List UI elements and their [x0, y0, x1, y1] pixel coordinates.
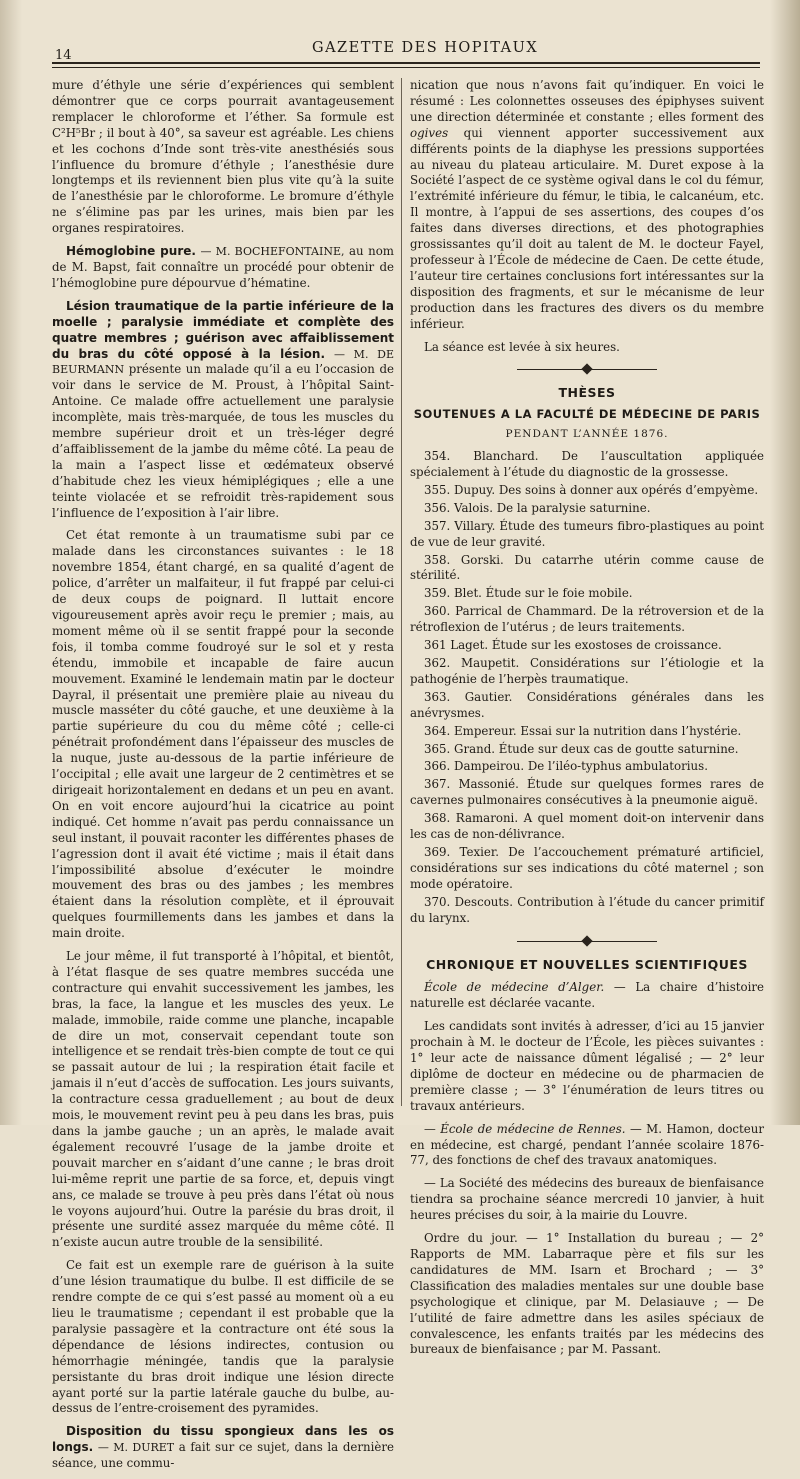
text: nication que nous n’avons fait qu’indiquer. En voici le résumé : Les colonnettes osseuses des épiphyses suivent une direction déterminée et constante ; elles forment des: [410, 78, 764, 124]
paragraph-body: présente un malade qu’il a eu l’occasion de voir dans le service de M. Proust, à l’hôpital Saint-Antoine. Ce malade offre actuellement une paralysie incomplète, mais très-marquée, de tous les muscles du membre supérieur droit et un très-léger degré d’affaiblissement de la jambe du même côté. La peau de la main a l’aspect lisse et œdémateux observé d’habitude chez les vieux hémiplégiques ; elle a une teinte violacée et se refroidit très-rapidement sous l’influence de l’exposition à l’air libre.: [52, 362, 394, 520]
author: — M. BOCHEFONTAINE,: [200, 245, 345, 259]
header-rule-thin: [52, 67, 760, 68]
thesis-entry: 361 Laget. Étude sur les exostoses de croissance.: [424, 638, 722, 653]
paragraph-body: a fait sur ce sujet, dans la dernière séance, une commu-: [52, 1440, 394, 1471]
paragraph: Cet état remonte à un traumatisme subi par ce malade dans les circonstances suivantes : le 18 novembre 1854, étant chargé, en sa qualité d’agent de police, d’arrêter un malfaiteur, il fut frappé par celui-ci de deux coups de poignard. Il luttait encore vigoureusement après avoir reçu le premier ; mais, au moment même où il se sentit frappé pour la seconde fois, il tomba comme foudroyé sur le sol et y resta étendu, immobile et incapable de faire aucun mouvement. Examiné le lendemain matin par le docteur Dayral, il présentait une première plaie au niveau du muscle masséter du côté gauche, et une deuxième à la partie supérieure du cou du même côté ; celle-ci pénétrait profondément dans l’épaisseur des muscles de la nuque, juste au-dessous de la partie inférieure de l’occipital ; elle avait une largeur de 2 centimètres et se dirigeait horizontalement en dedans et un peu en avant. On en voit encore aujourd’hui la cicatrice au point indiqué. Cet homme n’avait pas perdu connaissance un seul instant, il pouvait raconter les différentes phases de l’agression dont il avait été victime ; mais il était dans l’impossibilité absolue d’exécuter le moindre mouvement des bras ou des jambes ; les membres étaient dans la résolution complète, et il éprouvait quelques fourmillements dans les jambes et dans la main droite.: [52, 528, 394, 941]
paragraph: [410, 980, 764, 1012]
section-title: Disposition du tissu spongieux dans les os longs.: [52, 1424, 394, 1455]
paragraph: — La Société des médecins des bureaux de bienfaisance tiendra sa prochaine séance mercredi 10 janvier, à huit heures précises du soir, à la mairie du Louvre.: [410, 1176, 764, 1223]
text-italic: ogives: [410, 125, 449, 140]
thesis-entry: 368. Ramaroni. A quel moment doit-on intervenir dans les cas de non-délivrance.: [410, 811, 764, 842]
text-italic: École de médecine d’Alger.: [424, 980, 605, 995]
paragraph: Les candidats sont invités à adresser, d’ici au 15 janvier prochain à M. le docteur de l’École, les pièces suivantes : 1° leur acte de naissance dûment légalisé ; — 2° leur diplôme de docteur en médecine ou de pharmacien de première classe ; — 3° l’énumération de leurs titres ou travaux antérieurs.: [410, 1019, 764, 1113]
column-divider: [401, 78, 402, 1106]
paragraph: La séance est levée à six heures.: [424, 339, 620, 354]
section-lesion: [52, 299, 394, 522]
section-tissu-spongieux: [52, 1424, 394, 1472]
section-title: Lésion traumatique de la partie inférieure de la moelle ; paralysie immédiate et complète des quatre membres ; guérison avec affaiblissement du bras du côté opposé à la lésion.: [52, 298, 394, 361]
paragraph-body: au nom de M. Bapst, fait connaître un procédé pour obtenir de l’hémoglobine pure dépourvue d’hématine.: [52, 244, 394, 290]
thesis-entry: 359. Blet. Étude sur le foie mobile.: [424, 586, 633, 601]
thesis-entry: 355. Dupuy. Des soins à donner aux opérés d’empyème.: [424, 482, 759, 497]
separator-ornament: [517, 937, 657, 945]
text-italic: — École de médecine de Rennes.: [424, 1121, 626, 1136]
thesis-entry: 366. Dampeirou. De l’iléo-typhus ambulatorius.: [424, 759, 708, 774]
author: — M. DURET: [97, 1441, 175, 1455]
paragraph: [410, 78, 764, 333]
text: qui viennent apporter successivement aux différents points de la diaphyse les pressions supportées au niveau du plateau articulaire. M. Duret expose à la Société l’aspect de ce système ogival dans le col du fémur, l’extrémité inférieure du fémur, le tibia, le calcanéum, etc. Il montre, à l’appui de ses assertions, des coupes d’os faites dans diverses directions, et des photographies grossissantes qu’il doit au talent de M. le docteur Fayel, professeur à l’École de médecine de Caen. De cette étude, l’auteur tire certaines conclusions fort intéressantes sur la disposition des fragments, et sur le mécanisme de leur production dans les fractures des divers os du membre inférieur.: [410, 125, 764, 331]
paragraph: Ordre du jour. — 1° Installation du bureau ; — 2° Rapports de MM. Labarraque père et fils sur les candidatures de MM. Isarn et Brochard ; — 3° Classification des maladies mentales sur une double base psychologique et clinique, par M. Delasiauve ; — De l’utilité de faire admettre dans les asiles spéciaux de convalescence, les enfants traités par les médecins des bureaux de bienfaisance ; par M. Passant.: [410, 1231, 764, 1357]
thesis-entry: 360. Parrical de Chammard. De la rétroversion et de la rétroflexion de l’utérus ; de leurs traitements.: [410, 604, 764, 635]
separator-ornament: [517, 365, 657, 373]
paragraph: Ce fait est un exemple rare de guérison à la suite d’une lésion traumatique du bulbe. Il est difficile de se rendre compte de ce qui s’est passé au moment où a eu lieu le traumatisme ; cependant il est probable que la paralysie passagère et la contracture ont été sous la dépendance de lésions indirectes, contusion ou hémorrhagie méningée, tandis que la paralysie persistante du bras droit indique une lésion directe ayant porté sur la partie latérale gauche du bulbe, au-dessus de l’entre-croisement des pyramides.: [52, 1258, 394, 1416]
text: — La chaire d’histoire naturelle est déclarée vacante.: [410, 980, 764, 1011]
left-column: [52, 78, 394, 1479]
thesis-entry: 358. Gorski. Du catarrhe utérin comme cause de stérilité.: [410, 552, 764, 583]
paragraph: mure d’éthyle une série d’expériences qui semblent démontrer que ce corps pourrait avantageusement remplacer le chloroforme et l’éther. Sa formule est C²H⁵Br ; il bout à 40°, sa saveur est agréable. Les chiens et les cochons d’Inde sont très-vite anesthésiés sous l’influence du bromure d’éthyle ; l’anesthésie dure longtemps et ils reviennent bien plus vite qu’à la suite de l’anesthésie par le chloroforme. Le bromure d’éthyle ne s’élimine pas par les urines, mais bien par les organes respiratoires.: [52, 78, 394, 236]
theses-year: PENDANT L’ANNÉE 1876.: [505, 428, 669, 441]
page-header-title: GAZETTE DES HOPITAUX: [312, 40, 539, 56]
section-title: Hémoglobine pure.: [66, 244, 196, 259]
thesis-entry: 367. Massonié. Étude sur quelques formes rares de cavernes pulmonaires consécutives à la pneumonie aiguë.: [410, 777, 764, 808]
thesis-entry: 369. Texier. De l’accouchement prématuré artificiel, considérations sur ses indications du côté maternel ; son mode opératoire.: [410, 844, 764, 891]
theses-subheading: SOUTENUES A LA FACULTÉ DE MÉDECINE DE PARIS: [413, 407, 761, 422]
section-heading-chronique: CHRONIQUE ET NOUVELLES SCIENTIFIQUES: [426, 956, 748, 972]
text: — M. Hamon, docteur en médecine, est chargé, pendant l’année scolaire 1876-77, des fonctions de chef des travaux anatomiques.: [410, 1121, 764, 1168]
thesis-entry: 357. Villary. Étude des tumeurs fibro-plastiques au point de vue de leur gravité.: [410, 518, 764, 549]
page-number: 14: [55, 48, 72, 63]
thesis-entry: 354. Blanchard. De l’auscultation appliquée spécialement à l’étude du diagnostic de la grossesse.: [410, 449, 764, 480]
thesis-entry: 370. Descouts. Contribution à l’étude du cancer primitif du larynx.: [410, 894, 764, 925]
thesis-entry: 362. Maupetit. Considérations sur l’étiologie et la pathogénie de l’herpès traumatique.: [410, 656, 764, 686]
section-hemoglobine: [52, 244, 394, 292]
thesis-entry: 364. Empereur. Essai sur la nutrition dans l’hystérie.: [424, 723, 742, 738]
thesis-entry: 365. Grand. Étude sur deux cas de goutte saturnine.: [424, 741, 739, 756]
thesis-entry: 356. Valois. De la paralysie saturnine.: [424, 500, 651, 515]
header-rule: [52, 62, 760, 64]
paragraph: [410, 1122, 764, 1170]
paragraph: Le jour même, il fut transporté à l’hôpital, et bientôt, à l’état flasque de ses quatre membres succéda une contracture qui envahit successivement les jambes, les bras, la face, la langue et les muscles des yeux. Le malade, immobile, raide comme une planche, incapable de dire un mot, conservait cependant toute son intelligence et se rendait très-bien compte de tout ce qui se passait autour de lui ; la respiration était facile et jamais il n’eut d’accès de suffocation. Les jours suivants, la contracture cessa graduellement ; au bout de deux mois, le mouvement revint peu à peu dans les bras, puis dans la jambe gauche ; un an après, le malade avait également recouvré l’usage de la jambe droite et pouvait marcher en s’aidant d’une canne ; le bras droit lui-même reprit une partie de sa force, et, depuis vingt ans, ce malade se trouve à peu près dans l’état où nous le voyons aujourd’hui. Outre la parésie du bras droit, il présente une surdité assez marquée du même côté. Il n’existe aucun autre trouble de la sensibilité.: [52, 949, 394, 1250]
author: — M. DE BEURMANN: [52, 347, 394, 377]
theses-list: [410, 449, 764, 926]
right-column: [410, 78, 764, 1365]
thesis-entry: 363. Gautier. Considérations générales dans les anévrysmes.: [410, 689, 764, 720]
section-heading-theses: THÈSES: [558, 385, 616, 401]
